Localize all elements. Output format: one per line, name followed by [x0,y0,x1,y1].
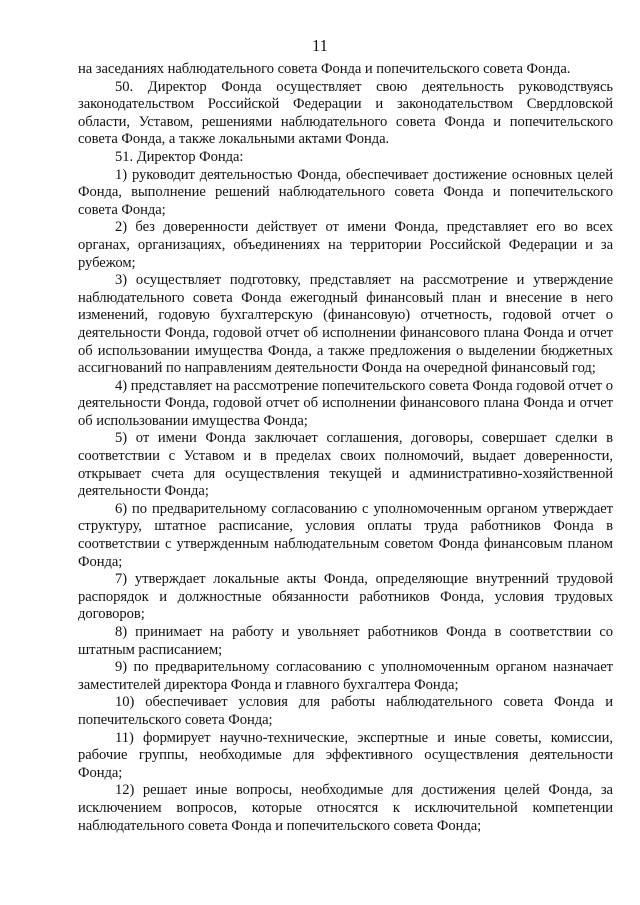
list-item-1: 1) руководит деятельностью Фонда, обеспечивает достижение основных целей Фонда, выполнение решений наблюдательного совета Фонда и попечительского совета Фонда; [78,166,613,218]
list-item-4: 4) представляет на рассмотрение попечительского совета Фонда годовой отчет о деятельности Фонда, годовой отчет об исполнении финансового плана Фонда и отчет об использовании имущества Фонда; [78,377,613,429]
list-item-11: 11) формирует научно-технические, экспертные и иные советы, комиссии, рабочие группы, необходимые для эффективного осуществления деятельности Фонда; [78,729,613,781]
list-item-7: 7) утверждает локальные акты Фонда, определяющие внутренний трудовой распорядок и должностные обязанности работников Фонда, условия трудовых договоров; [78,571,613,623]
paragraph-clause-50: 50. Директор Фонда осуществляет свою деятельность руководствуясь законодательством Российской Федерации и законодательством Свердловской области, Уставом, решениями наблюдательного совета Фонда и попечительского совета Фонда, а также локальными актами Фонда. [78,78,613,148]
list-item-9: 9) по предварительному согласованию с уполномоченным органом назначает заместителей директора Фонда и главного бухгалтера Фонда; [78,659,613,693]
list-item-5: 5) от имени Фонда заключает соглашения, договоры, совершает сделки в соответствии с Уставом и в пределах своих полномочий, выдает доверенности, открывает счета для осуществления текущей и административно-хозяйственной деятельности Фонда; [78,430,613,500]
list-item-6: 6) по предварительному согласованию с уполномоченным органом утверждает структуру, штатное расписание, условия оплаты труда работников Фонда в соответствии с утвержденным наблюдательным советом Фонда финансовым планом Фонда; [78,500,613,570]
list-item-12: 12) решает иные вопросы, необходимые для достижения целей Фонда, за исключением вопросов, которые относятся к исключительной компетенции наблюдательного совета Фонда и попечительского совета Фонда; [78,782,613,834]
document-body [78,61,613,835]
list-item-10: 10) обеспечивает условия для работы наблюдательного совета Фонда и попечительского совета Фонда; [78,694,613,728]
paragraph-continuation: на заседаниях наблюдательного совета Фонда и попечительского совета Фонда. [78,61,571,77]
list-item-2: 2) без доверенности действует от имени Фонда, представляет его во всех органах, организациях, объединениях на территории Российской Федерации и за рубежом; [78,219,613,271]
page-number: 11 [312,36,328,55]
list-item-8: 8) принимает на работу и увольняет работников Фонда в соответствии со штатным расписанием; [78,624,613,658]
paragraph-clause-51: 51. Директор Фонда: [115,148,244,165]
list-item-3: 3) осуществляет подготовку, представляет на рассмотрение и утверждение наблюдательного совета Фонда ежегодный финансовый план и внесение в него изменений, годовую бухгалтерскую (финансовую) отчетность, годовой отчет о деятельности Фонда, годовой отчет об исполнении финансового плана Фонда и отчет об использовании имущества Фонда, а также предложения о выделении бюджетных ассигнований по направлениям деятельности Фонда на очередной финансовый год; [78,272,613,377]
